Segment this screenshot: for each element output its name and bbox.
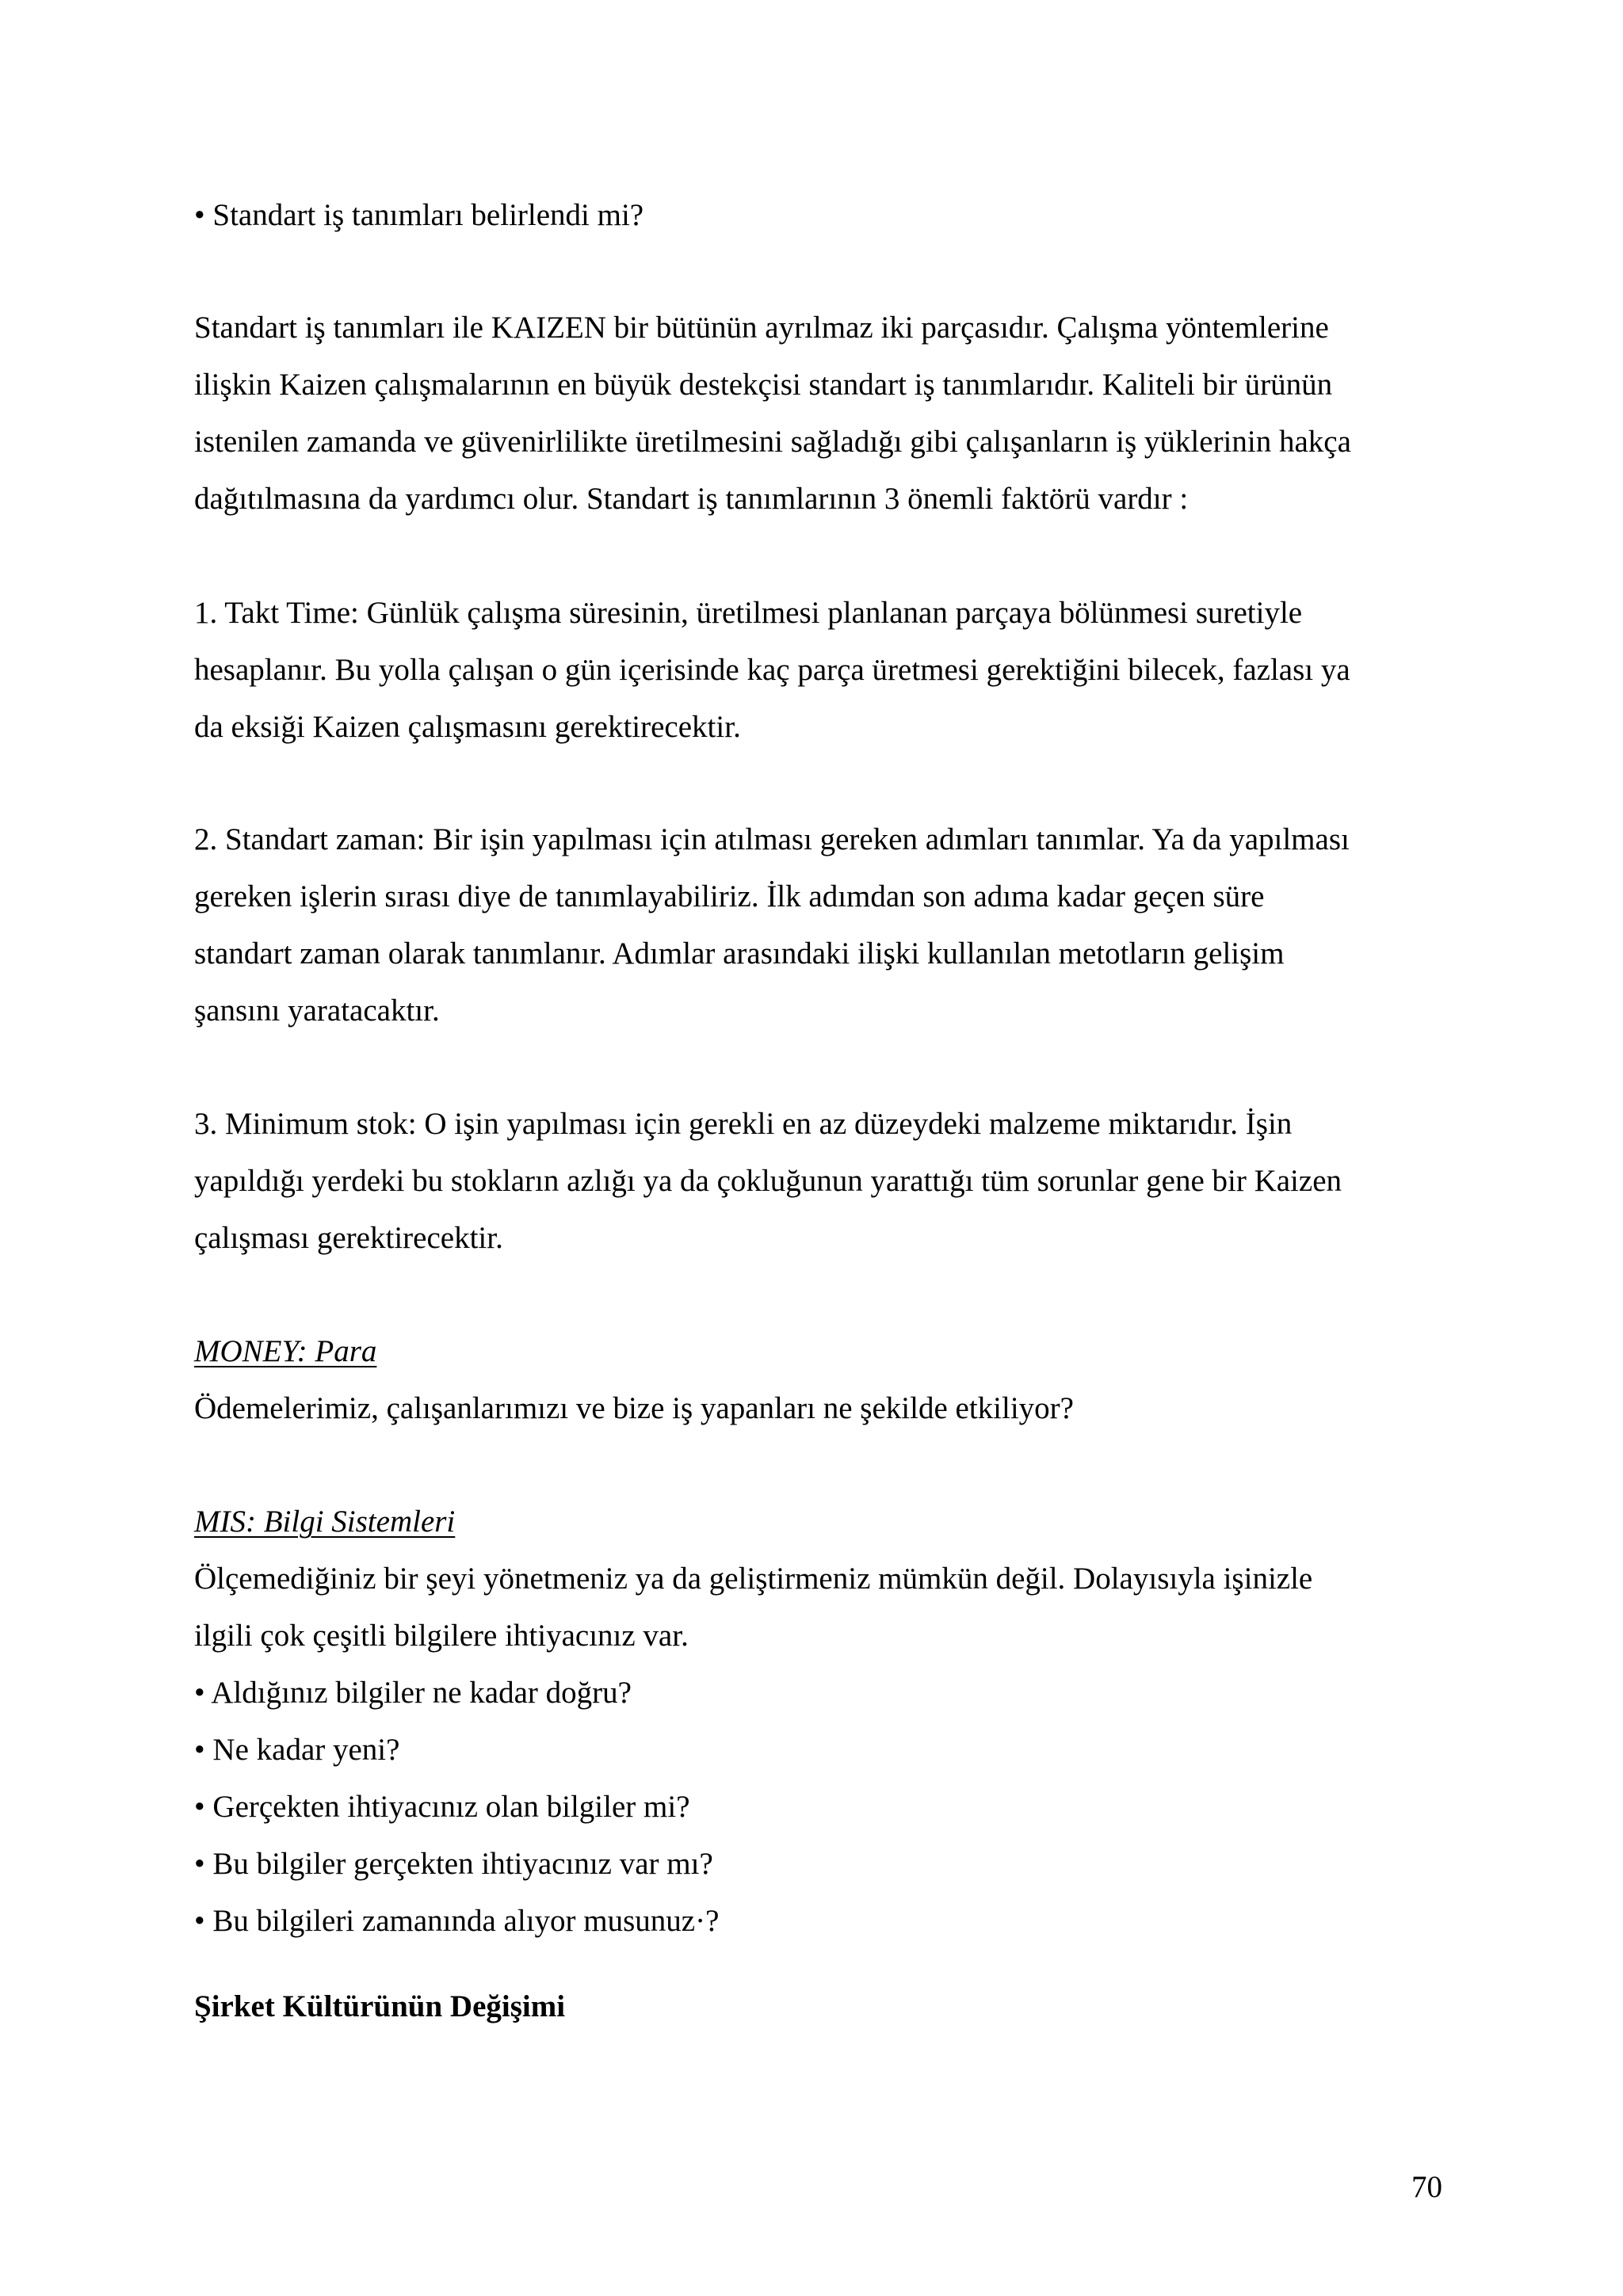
paragraph-line: istenilen zamanda ve güvenirlilikte üretilmesini sağladığı gibi çalışanların iş yüklerinin hakça (194, 425, 1351, 459)
paragraph-line: yapıldığı yerdeki bu stokların azlığı ya da çokluğunun yarattığı tüm sorunlar gene bir Kaizen (194, 1164, 1342, 1198)
paragraph-line: Standart iş tanımları ile KAIZEN bir bütünün ayrılmaz iki parçasıdır. Çalışma yöntemlerine (194, 311, 1329, 345)
paragraph-line: Ölçemediğiniz bir şeyi yönetmeniz ya da geliştirmeniz mümkün değil. Dolayısıyla işinizle (194, 1562, 1313, 1596)
item-takt-time (194, 585, 1446, 756)
paragraph-line: ilgili çok çeşitli bilgilere ihtiyacınız var. (194, 1619, 689, 1653)
mis-section (194, 1493, 1446, 1950)
paragraph-line: 3. Minimum stok: O işin yapılması için gerekli en az düzeydeki malzeme miktarıdır. İşin (194, 1107, 1293, 1141)
money-text: Ödemelerimiz, çalışanlarımızı ve bize iş yapanları ne şekilde etkiliyor? (194, 1391, 1074, 1425)
section-title: Şirket Kültürünün Değişimi (194, 1989, 566, 2023)
paragraph-line: ilişkin Kaizen çalışmalarının en büyük destekçisi standart iş tanımlarıdır. Kaliteli bir ürünün (194, 368, 1333, 402)
bullet-item: • Ne kadar yeni? (194, 1733, 400, 1767)
mis-heading: MIS: Bilgi Sistemleri (194, 1505, 456, 1539)
bullet-item: • Bu bilgileri zamanında alıyor musunuz·? (194, 1904, 720, 1938)
item-standard-time (194, 811, 1446, 1039)
bullet-item: • Gerçekten ihtiyacınız olan bilgiler mi? (194, 1790, 690, 1824)
bullet-item: • Aldığınız bilgiler ne kadar doğru? (194, 1676, 632, 1710)
paragraph-line: gereken işlerin sırası diye de tanımlayabiliriz. İlk adımdan son adıma kadar geçen süre (194, 879, 1265, 913)
paragraph-line: standart zaman olarak tanımlanır. Adımlar arasındaki ilişki kullanılan metotların gelişim (194, 936, 1285, 971)
paragraph-line: 1. Takt Time: Günlük çalışma süresinin, üretilmesi planlanan parçaya bölünmesi suretiyle (194, 596, 1303, 630)
paragraph-line: hesaplanır. Bu yolla çalışan o gün içerisinde kaç parça üretmesi gerektiğini bilecek, fazlası ya (194, 653, 1350, 687)
item-minimum-stock (194, 1096, 1446, 1267)
bullet-item: • Bu bilgiler gerçekten ihtiyacınız var mı? (194, 1847, 713, 1881)
bullet-question: • Standart iş tanımları belirlendi mi? (194, 198, 644, 232)
money-heading: MONEY: Para (194, 1334, 377, 1368)
page-number: 70 (1411, 2170, 1442, 2204)
paragraph-line: 2. Standart zaman: Bir işin yapılması için atılması gereken adımları tanımlar. Ya da yapılması (194, 822, 1350, 856)
paragraph-line: şansını yaratacaktır. (194, 994, 440, 1028)
money-section (194, 1323, 1446, 1437)
paragraph-line: çalışması gerektirecektir. (194, 1221, 503, 1255)
paragraph-line: da eksiği Kaizen çalışmasını gerektirecektir. (194, 710, 741, 744)
intro-paragraph (194, 299, 1446, 528)
paragraph-line: dağıtılmasına da yardımcı olur. Standart iş tanımlarının 3 önemli faktörü vardır : (194, 482, 1189, 516)
